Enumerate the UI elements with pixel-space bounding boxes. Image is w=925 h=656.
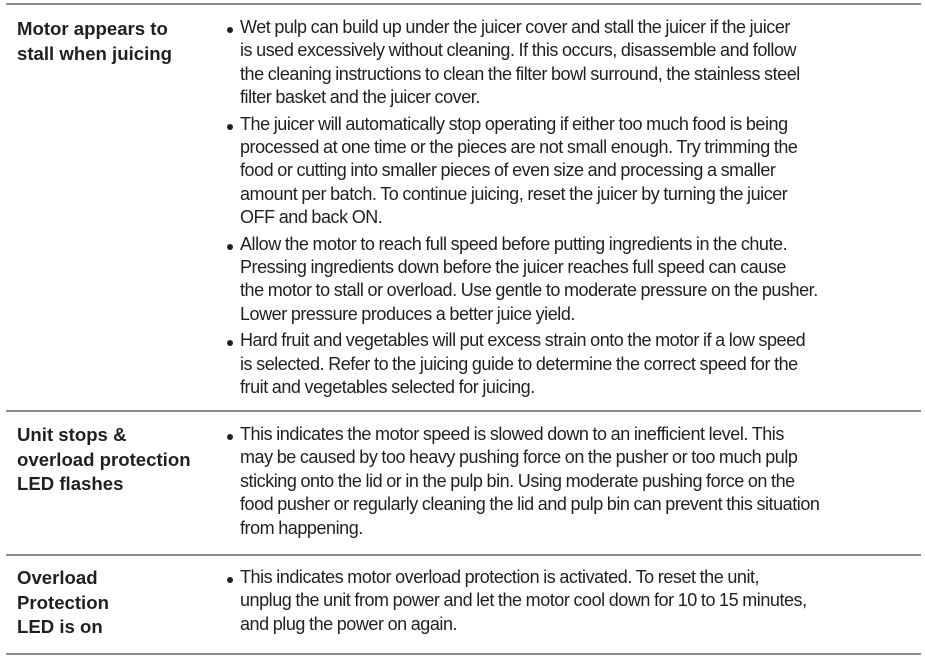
- problem-cell: [6, 5, 222, 410]
- solution-text: is used excessively without cleaning. If this occurs, disassemble and follow: [240, 40, 797, 61]
- solution-text: amount per batch. To continue juicing, reset the juicer by turning the juicer: [240, 183, 788, 204]
- solution-text: and plug the power on again.: [240, 613, 458, 634]
- solution-text: sticking onto the lid or in the pulp bin. Using moderate pushing force on the: [240, 470, 795, 491]
- problem-text: Protection: [17, 591, 109, 613]
- solution-text: filter basket and the juicer cover.: [240, 87, 480, 108]
- table-row: [6, 554, 921, 655]
- solution-cell: [222, 412, 921, 554]
- table-row: [6, 3, 921, 410]
- solution-text: is selected. Refer to the juicing guide to determine the correct speed for the: [240, 353, 798, 374]
- solution-text: food pusher or regularly cleaning the lid and pulp bin can prevent this situation: [240, 494, 820, 515]
- solution-text: Wet pulp can build up under the juicer cover and stall the juicer if the juicer: [240, 17, 790, 37]
- problem-text: LED is on: [17, 616, 103, 637]
- problem-text: stall when juicing: [17, 42, 172, 64]
- problem-text: Motor appears to: [17, 18, 168, 39]
- solution-bullet: [222, 113, 921, 230]
- solution-text: from happening.: [240, 517, 363, 538]
- solution-bullet: [222, 423, 921, 540]
- troubleshooting-table: [6, 3, 921, 655]
- solution-text: Allow the motor to reach full speed before putting ingredients in the chute.: [240, 233, 788, 254]
- problem-cell: [6, 556, 222, 653]
- solution-bullet: [222, 329, 921, 399]
- problem-cell: [6, 412, 222, 554]
- table-row: [6, 410, 921, 554]
- solution-text: Pressing ingredients down before the juicer reaches full speed can cause: [240, 257, 786, 278]
- solution-cell: [222, 556, 921, 653]
- solution-text: The juicer will automatically stop operating if either too much food is being: [240, 113, 788, 134]
- solution-text: the motor to stall or overload. Use gentle to moderate pressure on the pusher.: [240, 280, 818, 301]
- solution-text: Hard fruit and vegetables will put excess strain onto the motor if a low speed: [240, 330, 806, 351]
- solution-text: This indicates the motor speed is slowed down to an inefficient level. This: [240, 424, 784, 444]
- solution-bullet: [222, 233, 921, 327]
- solution-bullet: [222, 566, 921, 636]
- solution-text: unplug the unit from power and let the motor cool down for 10 to 15 minutes,: [240, 590, 807, 611]
- solution-text: fruit and vegetables selected for juicing.: [240, 377, 535, 398]
- problem-text: Overload: [17, 567, 98, 588]
- problem-text: overload protection: [17, 448, 191, 470]
- solution-text: the cleaning instructions to clean the filter bowl surround, the stainless steel: [240, 63, 800, 84]
- solution-text: This indicates motor overload protection is activated. To reset the unit,: [240, 567, 760, 587]
- solution-text: may be caused by too heavy pushing force on the pusher or too much pulp: [240, 447, 798, 468]
- problem-text: Unit stops &: [17, 424, 127, 445]
- solution-bullet: [222, 16, 921, 110]
- solution-text: Lower pressure produces a better juice yield.: [240, 303, 575, 324]
- solution-text: processed at one time or the pieces are not small enough. Try trimming the: [240, 137, 798, 158]
- solution-text: OFF and back ON.: [240, 207, 383, 228]
- solution-text: food or cutting into smaller pieces of even size and processing a smaller: [240, 160, 776, 181]
- solution-cell: [222, 5, 921, 410]
- problem-text: LED flashes: [17, 473, 124, 494]
